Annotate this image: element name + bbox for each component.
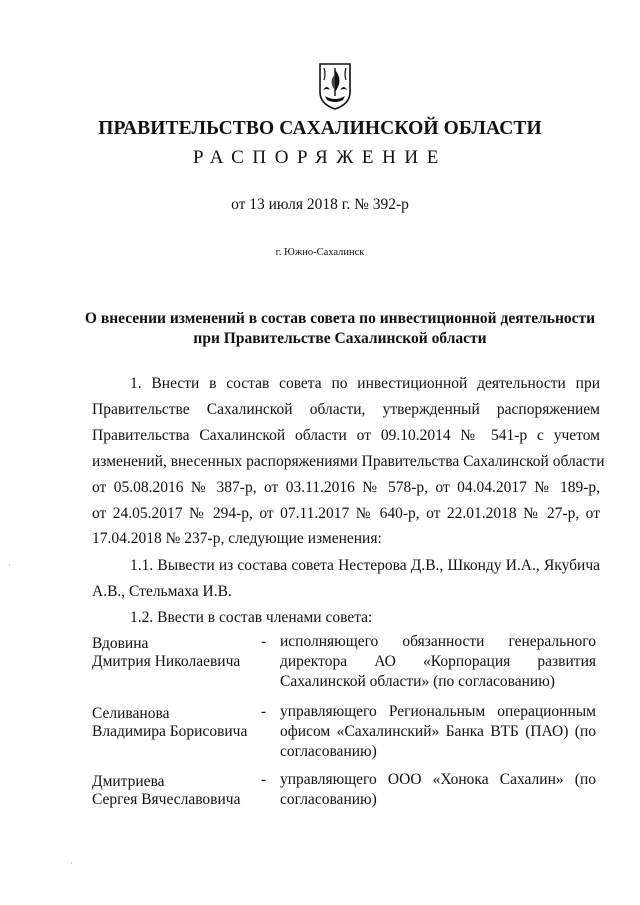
member-description-line: директора АО «Корпорация развития xyxy=(280,653,596,670)
member-surname: Селиванова xyxy=(92,705,170,722)
member-name: Владимира Борисовича xyxy=(92,723,248,740)
issue-city: г. Южно-Сахалинск xyxy=(275,247,365,258)
member-description-line: исполняющего обязанности генерального xyxy=(280,633,596,650)
body-line: от 05.08.2016 № 387-р, от 03.11.2016 № 578-р, от 04.04.2017 № 189-р, xyxy=(92,479,600,496)
member-description-line: управляющего Региональным операционным xyxy=(280,703,596,720)
body-line: 1.2. Ввести в состав членами совета: xyxy=(130,609,373,626)
member-dash: - xyxy=(261,633,267,650)
scan-mark: · xyxy=(70,858,73,868)
subject-line: при Правительстве Сахалинской области xyxy=(193,330,487,347)
body-line: Правительстве Сахалинской области, утвержденный распоряжением xyxy=(92,401,600,418)
document-subject xyxy=(80,309,600,349)
document-date-number: от 13 июля 2018 г. № 392-р xyxy=(231,196,409,213)
member-surname: Вдовина xyxy=(92,635,149,652)
subject-line: О внесении изменений в состав совета по инвестиционной деятельности xyxy=(84,310,596,327)
body-line: 1. Внести в состав совета по инвестиционной деятельности при xyxy=(130,375,600,392)
body-line: 17.04.2018 № 237-р, следующие изменения: xyxy=(92,530,382,547)
body-line: от 24.05.2017 № 294-р, от 07.11.2017 № 640-р, от 22.01.2018 № 27-р, от xyxy=(92,505,600,522)
body-line: А.В., Стельмаха И.В. xyxy=(92,583,232,600)
member-description-line: офисом «Сахалинский» Банка ВТБ (ПАО) (по xyxy=(280,723,596,740)
body-line: изменений, внесенных распоряжениями Правительства Сахалинской области xyxy=(92,453,605,470)
member-description-line: Сахалинской области» (по согласованию) xyxy=(280,673,555,690)
member-surname: Дмитриева xyxy=(92,773,165,790)
member-description-line: согласованию) xyxy=(280,791,377,808)
member-name: Дмитрия Николаевича xyxy=(92,653,241,670)
scan-mark: · xyxy=(8,560,11,570)
member-name: Сергея Вячеславовича xyxy=(92,791,241,808)
coat-of-arms-icon xyxy=(318,60,352,110)
body-line: Правительства Сахалинской области от 09.10.2014 № 541-р с учетом xyxy=(92,427,600,444)
member-description-line: управляющего ООО «Хонока Сахалин» (по xyxy=(280,771,596,788)
body-line: 1.1. Вывести из состава совета Нестерова Д.В., Шконду И.А., Якубича xyxy=(130,557,600,574)
member-description-line: согласованию) xyxy=(280,743,377,760)
document-type: РАСПОРЯЖЕНИЕ xyxy=(193,147,447,168)
member-dash: - xyxy=(261,771,267,788)
member-dash: - xyxy=(261,703,267,720)
issuer-title: ПРАВИТЕЛЬСТВО САХАЛИНСКОЙ ОБЛАСТИ xyxy=(98,118,542,139)
